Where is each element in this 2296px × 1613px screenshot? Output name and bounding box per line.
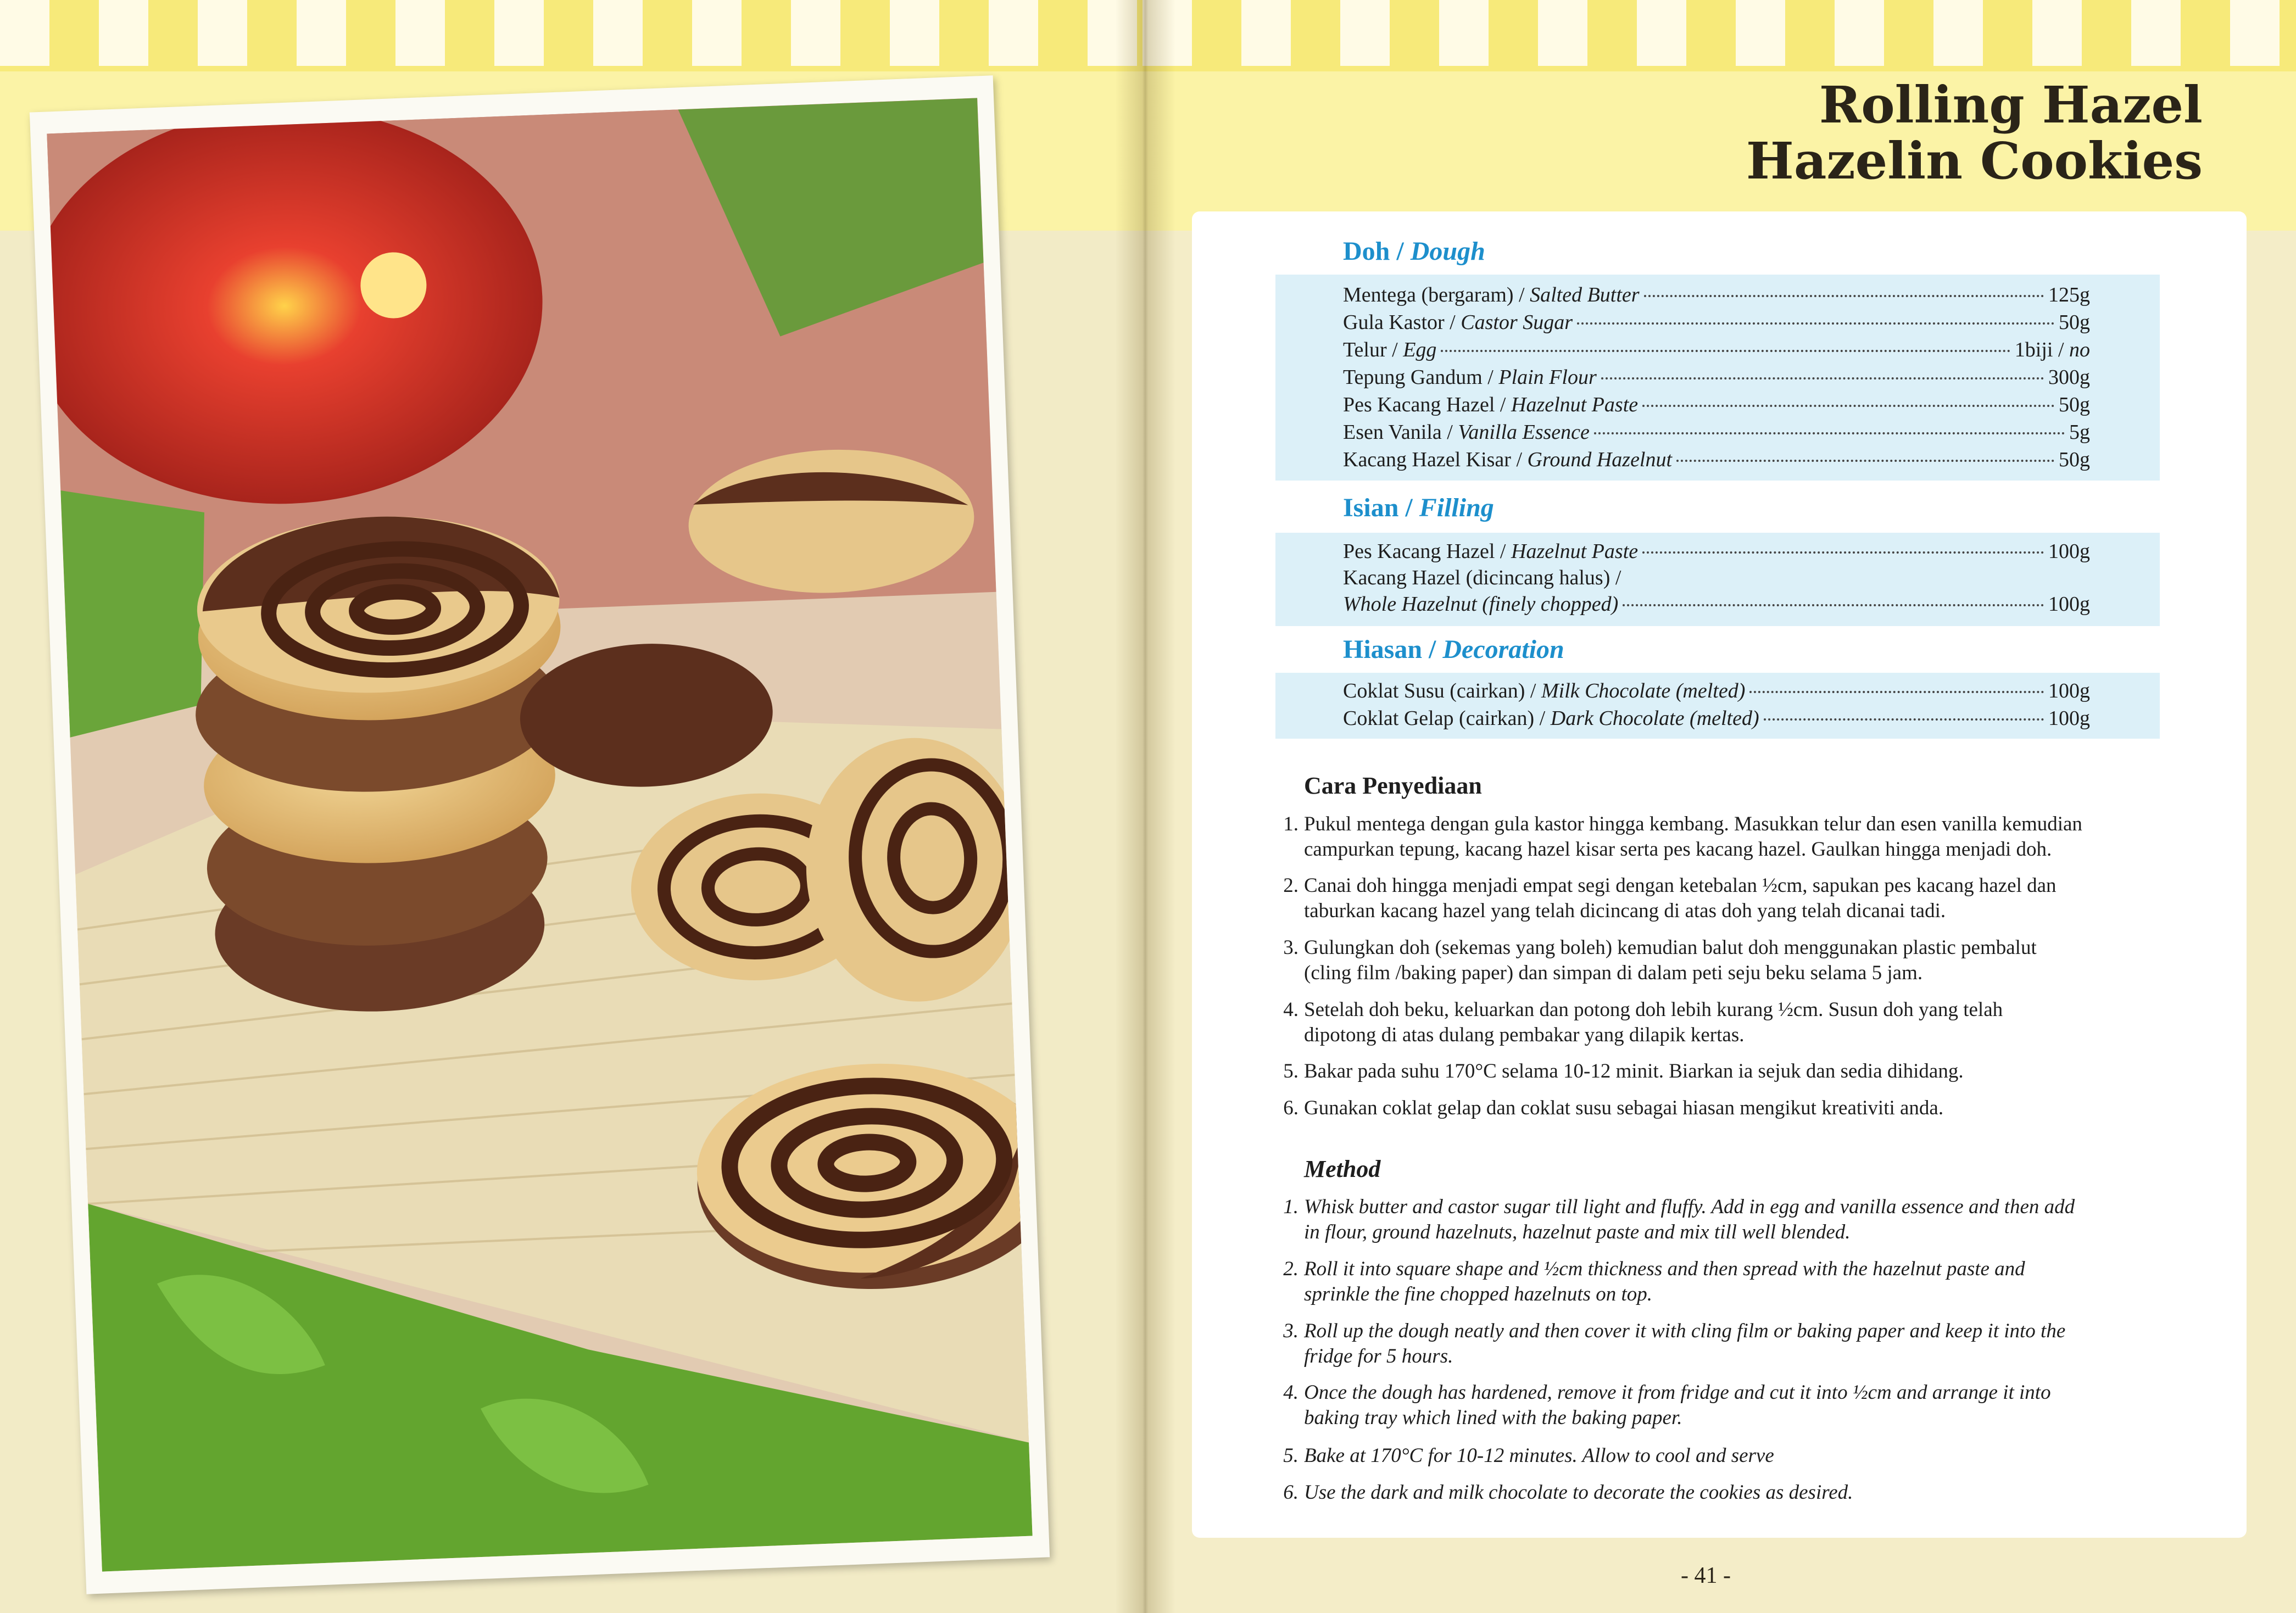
ingredient-line: Kacang Hazel (dicincang halus) / [1343,566,1621,589]
leader-dots [1623,604,2044,606]
leader-dots [1642,551,2044,554]
method-heading: Method [1304,1156,1381,1182]
decoration-heading-ms: Hiasan / [1343,635,1436,664]
ingredient-row: Mentega (bergaram) / Salted Butter 125g [1343,283,2090,306]
recipe-title [1746,77,2203,189]
leader-dots [1676,460,2054,462]
ingredient-row: Gula Kastor / Castor Sugar 50g [1343,311,2090,334]
leader-dots [1441,350,2010,352]
leader-dots [1764,718,2044,721]
ingredient-row: Kacang Hazel Kisar / Ground Hazelnut 50g [1343,448,2090,471]
dough-heading-ms: Doh / [1343,237,1404,266]
ingredient-row: Whole Hazelnut (finely chopped) 100g [1343,593,2090,616]
ingredient-row: Pes Kacang Hazel / Hazelnut Paste 50g [1343,393,2090,416]
left-page [0,0,1143,1613]
ingredient-row: Telur / Egg 1biji / no [1343,338,2090,361]
recipe-title-line1: Rolling Hazel [1819,75,2203,135]
dough-heading-en: Dough [1410,237,1485,266]
cara-heading: Cara Penyediaan [1304,772,1482,799]
cookie-stack [188,510,575,1018]
recipe-title-line2: Hazelin Cookies [1746,131,2203,191]
checkered-border [0,0,1143,71]
cookie-photo-illustration [47,98,1032,1571]
ingredient-row: Coklat Susu (cairkan) / Milk Chocolate (melted) 100g [1343,679,2090,702]
leader-dots [1601,377,2044,379]
ingredient-row: Coklat Gelap (cairkan) / Dark Chocolate (melted) 100g [1343,707,2090,730]
cookie-photo [47,98,1032,1571]
ingredient-row: Esen Vanila / Vanilla Essence 5g [1343,421,2090,444]
filling-heading-ms: Isian / [1343,493,1413,522]
ingredient-row: Tepung Gandum / Plain Flour 300g [1343,366,2090,389]
photo-card [30,75,1050,1594]
ingredient-row: Pes Kacang Hazel / Hazelnut Paste 100g [1343,540,2090,563]
filling-heading [1343,493,1494,523]
page-number: - 41 - [1681,1563,1731,1588]
leader-dots [1644,295,2044,297]
leader-dots [1577,322,2054,325]
decoration-heading [1343,634,1564,665]
book-gutter [1115,0,1175,1613]
leader-dots [1594,432,2065,434]
leader-dots [1749,691,2044,693]
checkered-border-right [1143,0,2296,71]
decoration-heading-en: Decoration [1442,635,1564,664]
leader-dots [1642,405,2054,407]
dough-heading [1343,236,1485,266]
filling-heading-en: Filling [1419,493,1494,522]
